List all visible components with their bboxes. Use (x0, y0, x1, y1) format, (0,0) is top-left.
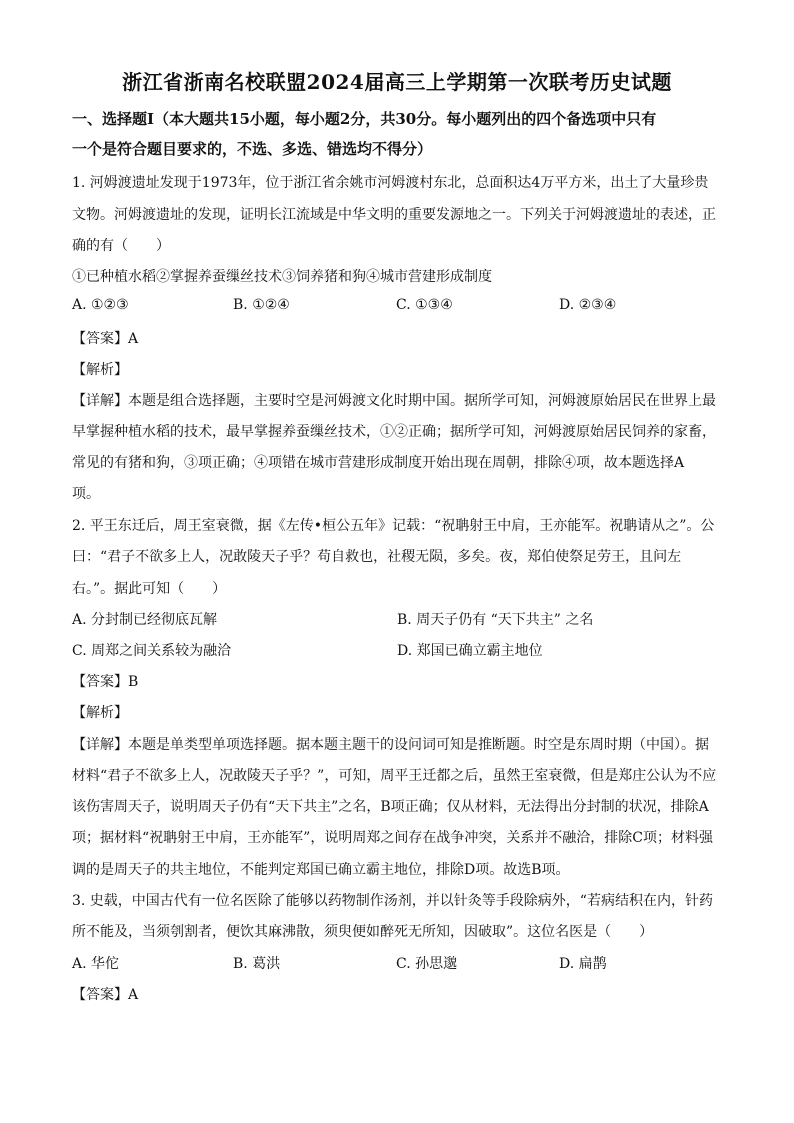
q3-option-a: A. 华佗 (72, 956, 120, 972)
q2-stem-line-1: 2. 平王东迁后，周王室衰微，据《左传•桓公五年》记载：“祝聃射王中肩，王亦能军。祝聃请从之”。公 (72, 518, 715, 534)
q2-detail-line-3: 该伤害周天子，说明周天子仍有“天下共主”之名，B项正确；仅从材料，无法得出分封制的状况，排除A (72, 799, 709, 815)
q2-option-b: B. 周天子仍有 “天下共主” 之名 (397, 612, 594, 628)
q2-stem-line-2: 曰：“君子不欲多上人，况敢陵天子乎？苟自救也，社稷无陨，多矣。夜，郑伯使祭足劳王，且问左 (72, 549, 682, 565)
page-title: 浙江省浙南名校联盟2024届高三上学期第一次联考历史试题 (122, 70, 672, 94)
q1-option-a: A. ①②③ (72, 297, 129, 313)
section-heading-line-2: 一个是符合题目要求的，不选、多选、错选均不得分） (72, 140, 433, 158)
q2-answer: 【答案】B (72, 674, 139, 690)
q2-detail-line-1: 【详解】本题是单类型单项选择题。据本题主题干的设问词可知是推断题。时空是东周时期（中国）。据 (72, 737, 709, 753)
q2-detail-line-5: 调的是周天子的共主地位，不能判定郑国已确立霸主地位，排除D项。故选B项。 (72, 862, 570, 878)
q1-detail-line-3: 常见的有猪和狗，③项正确；④项错在城市营建形成制度开始出现在周朝，排除④项，故本题选择A (72, 455, 685, 471)
q1-detail-line-1: 【详解】本题是组合选择题，主要时空是河姆渡文化时期中国。据所学可知，河姆渡原始居民在世界上最 (72, 393, 716, 409)
q2-detail-line-4: 项；据材料“祝聃射王中肩，王亦能军”，说明周郑之间存在战争冲突，关系并不融洽，排除C项；材料强 (72, 830, 714, 846)
q1-stem-line-2: 文物。河姆渡遗址的发现，证明长江流域是中华文明的重要发源地之一。下列关于河姆渡遗址的表述，正 (72, 207, 716, 223)
q1-analysis-label: 【解析】 (72, 362, 128, 378)
q3-option-d: D. 扁鹊 (559, 956, 607, 972)
q1-statements: ①已种植水稻②掌握养蚕缫丝技术③饲养猪和狗④城市营建形成制度 (72, 269, 492, 285)
q2-option-d: D. 郑国已确立霸主地位 (397, 643, 543, 659)
section-heading-line-1: 一、选择题Ⅰ（本大题共15小题，每小题2分，共30分。每小题列出的四个备选项中只有 (72, 110, 657, 128)
q1-stem-line-3: 确的有（ ） (72, 238, 170, 254)
q2-detail-line-2: 材料“君子不欲多上人，况敢陵天子乎？”，可知，周平王迁都之后，虽然王室衰微，但是郑庄公认为不应 (72, 768, 717, 784)
q3-option-b: B. 葛洪 (233, 956, 281, 972)
q2-analysis-label: 【解析】 (72, 705, 128, 721)
q3-stem-line-1: 3. 史载，中国古代有一位名医除了能够以药物制作汤剂，并以针灸等手段除病外，“若病结积在内，针药 (72, 893, 713, 909)
q3-stem-line-2: 所不能及，当须刳割者，便饮其麻沸散，须臾便如醉死无所知，因破取”。这位名医是（ ） (72, 924, 654, 940)
q3-option-c: C. 孙思邈 (396, 956, 458, 972)
q1-option-b: B. ①②④ (233, 297, 290, 313)
q1-stem-line-1: 1. 河姆渡遗址发现于1973年，位于浙江省余姚市河姆渡村东北，总面积达4万平方米，出土了大量珍贵 (72, 175, 709, 191)
q1-answer: 【答案】A (72, 331, 139, 347)
q1-detail-line-4: 项。 (72, 486, 100, 502)
q3-answer: 【答案】A (72, 987, 139, 1003)
q2-stem-line-3: 右。”。据此可知（ ） (72, 581, 227, 597)
q2-option-c: C. 周郑之间关系较为融洽 (72, 643, 232, 659)
q2-option-a: A. 分封制已经彻底瓦解 (72, 612, 218, 628)
q1-detail-line-2: 早掌握种植水稻的技术，最早掌握养蚕缫丝技术，①②正确；据所学可知，河姆渡原始居民饲养的家畜， (72, 424, 716, 440)
q1-option-d: D. ②③④ (559, 297, 617, 313)
q1-option-c: C. ①③④ (396, 297, 453, 313)
